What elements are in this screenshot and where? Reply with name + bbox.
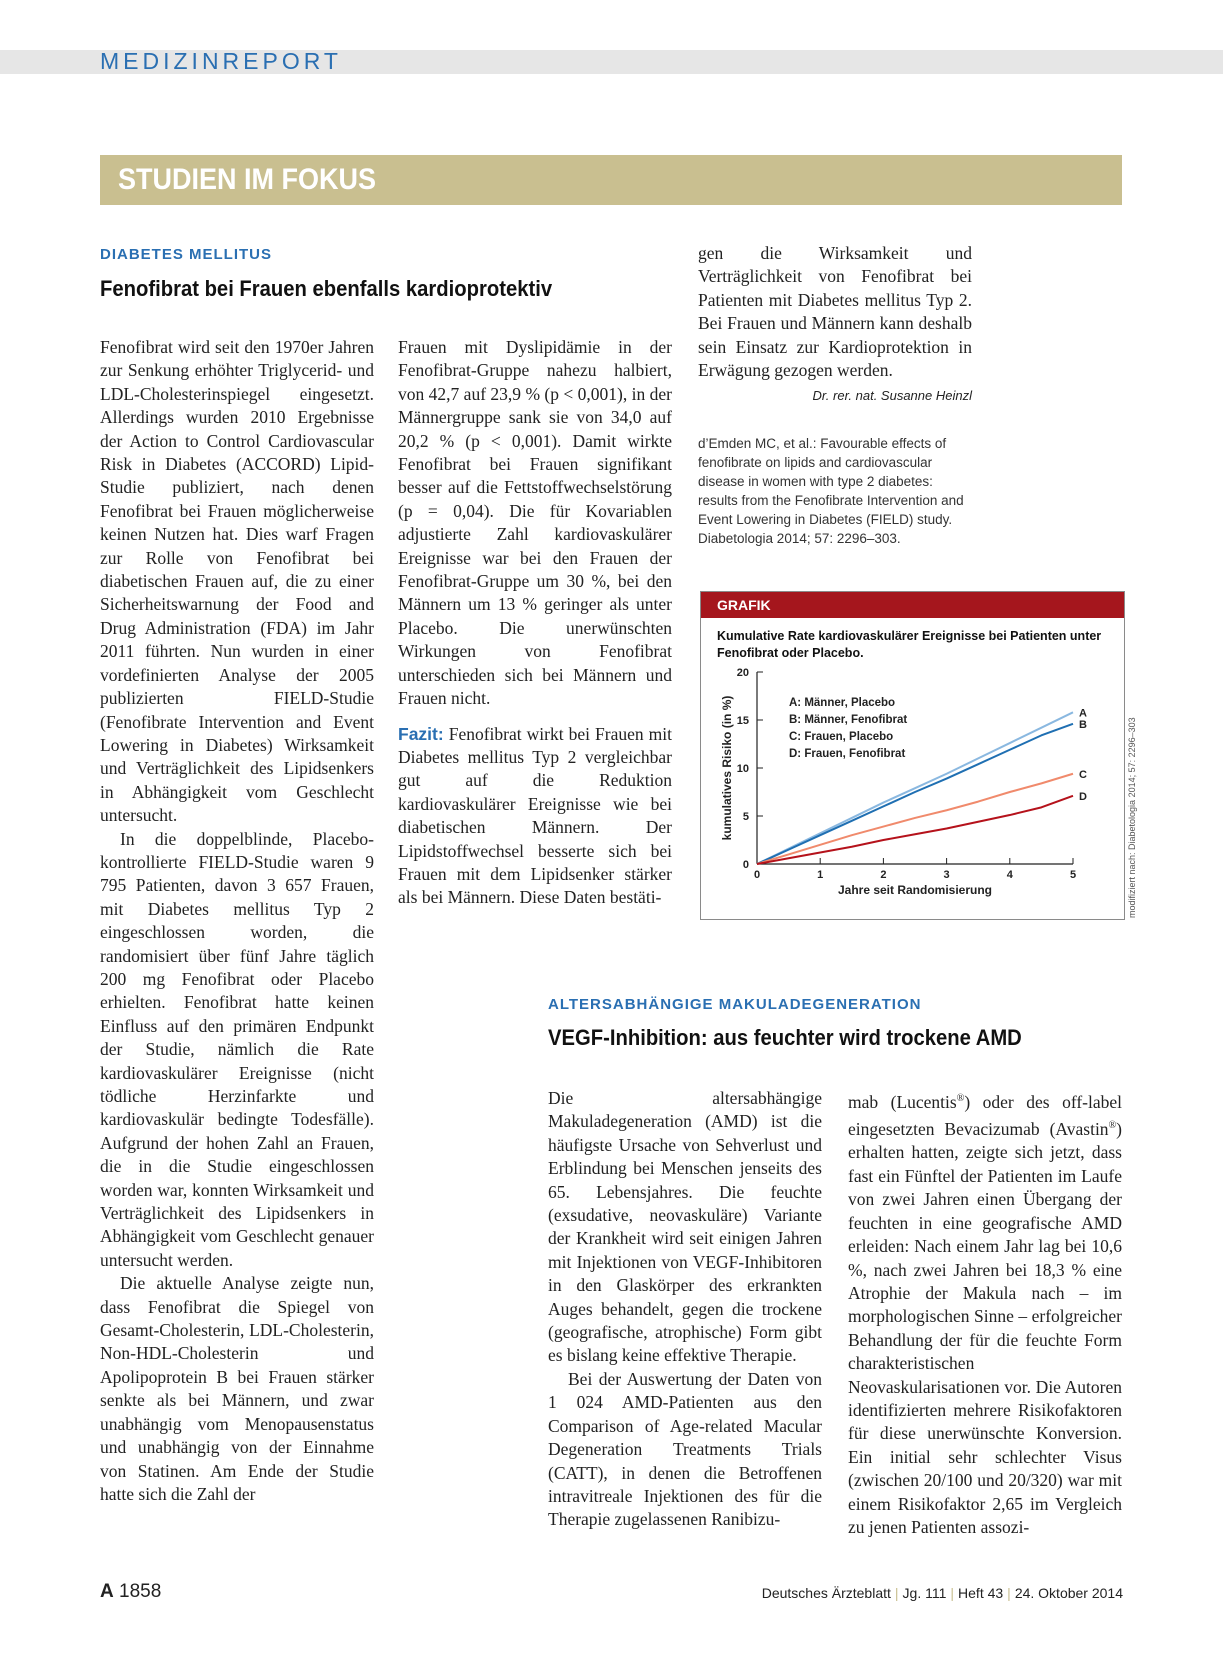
legend-item: D: Frauen, Fenofibrat [789,748,906,760]
text-run: ) erhalten hatten, zeigte sich jetzt, dass fast ein Fünftel der Patienten im Laufe von zwei Jahren einen Übergang der feuchten in eine geografische AMD erleiden: Nach einem Jahr lag bei 10,6 %, nach zwei Jahren bei 18,3 % eine Atrophie der Makula nach – im morphologischen Sinne – erfolgreicher Behandlung der für die feuchte Form charakteristischen Neovaskularisationen vor. Die Autoren identifizierten mehrere Risikofaktoren für diese unerwünschte Konversion. Ein initial sehr schlechter Visus (zwischen 20/100 und 20/320) war mit einem Risikofaktor 2,65 im Vergleich zu jenen Patienten assozi- [848,1119,1122,1537]
y-tick-label: 5 [742,811,749,823]
page-number-value: 1858 [119,1581,162,1602]
article1-column-1 [100,336,374,1506]
line-chart [701,592,1124,919]
series-line-B [757,724,1073,864]
article2-headline: VEGF-Inhibition: aus feuchter wird trockene AMD [548,1025,1022,1050]
fazit-label: Fazit: [398,723,444,744]
x-tick-label: 2 [880,869,887,881]
journal-name: Deutsches Ärzteblatt [761,1585,891,1601]
article1-column-3 [698,242,972,408]
reference: d’Emden MC, et al.: Favourable effects of fenofibrate on lipids and cardiovascular disease in women with type 2 diabetes: results from the Fenofibrate Intervention and Event Lowering in Diabetes (FIELD) study. Diabetologia 2014; 57: 2296–303. [698,436,964,546]
x-tick-label: 1 [817,869,824,881]
paragraph: In die doppelblinde, Placebo-kontrollierte FIELD-Studie waren 9 795 Patienten, davon 3 657 Frauen, mit Diabetes mellitus Typ 2 eingeschlossen worden, die randomisiert über fünf Jahre täglich 200 mg Fenofibrat oder Placebo erhielten. Fenofibrat hatte keinen Einfluss auf den primären Endpunkt der Studie, nämlich die Rate kardiovaskulärer Ereignisse (nicht tödliche Herzinfarkte und kardiovaskulär bedingte Todesfälle). Aufgrund der hohen Zahl an Frauen, die in die Studie eingeschlossen worden war, konnten Wirksamkeit und Verträglichkeit des Lipidsenkers in Abhängigkeit vom Geschlecht genauer untersucht werden. [100,828,374,1270]
fazit-paragraph [398,723,672,910]
chart-figure [700,591,1125,920]
y-axis-label: kumulatives Risiko (in %) [720,695,734,841]
x-tick-label: 3 [943,869,950,881]
article1-kicker: DIABETES MELLITUS [100,246,273,263]
article2-kicker: ALTERSABHÄNGIGE MAKULADEGENERATION [548,996,922,1013]
x-axis-label: Jahre seit Randomisierung [837,883,993,897]
paragraph [848,1087,1122,1539]
journal-info: Deutsches Ärzteblatt | Jg. 111 | Heft 43 | 24. Oktober 2014 [761,1585,1123,1601]
paragraph: Die altersabhängige Makuladegeneration (AMD) ist die häufigste Ursache von Sehverlust und Erblindung bei Menschen jenseits des 65. Lebensjahres. Die feuchte (exsudative, neovaskuläre) Variante der Krankheit wird seit einigen Jahren mit Injektionen von VEGF-Inhibitoren in den Glaskörper des erkrankten Auges behandelt, gegen die trockene (geografische, atrophische) Form gibt es bislang keine effektive Therapie. [548,1088,822,1366]
journal-volume: Jg. 111 [902,1585,947,1601]
article1-headline: Fenofibrat bei Frauen ebenfalls kardioprotektiv [100,276,553,301]
x-tick-label: 0 [753,869,761,881]
page-number [100,1581,161,1603]
y-tick-label: 0 [742,859,749,871]
text-run: mab (Lucentis [848,1091,957,1112]
chart-header-label: GRAFIK [717,597,771,613]
journal-issue: Heft 43 [958,1585,1004,1601]
registered-mark: ® [1108,1120,1117,1132]
registered-mark: ® [956,1093,965,1104]
legend-item: B: Männer, Fenofibrat [789,714,908,726]
series-end-label: B [1079,718,1087,731]
section-banner [100,155,1122,205]
journal-date: 24. Oktober 2014 [1014,1585,1123,1601]
text-run: ) oder des off-label eingesetzten Bevacizumab (Avastin [848,1091,1122,1140]
paragraph: Frauen mit Dyslipidämie in der Fenofibrat-Gruppe nahezu halbiert, von 42,7 auf 23,9 % (p < 0,001), in der Männergruppe sank sie von 34,0 auf 20,2 % (p < 0,001). Damit wirkte Fenofibrat bei Frauen signifikant besser auf die Fettstoffwechselstörung (p = 0,04). Die für Kovariablen adjustierte Zahl kardiovaskulärer Ereignisse war bei den Frauen der Fenofibrat-Gruppe um 30 %, bei den Männern um 13 % geringer als unter Placebo. Die unerwünschten Wirkungen von Fenofibrat unterschieden sich bei Männern und Frauen nicht. [398,337,672,709]
x-tick-label: 4 [1006,869,1013,881]
paragraph: Die aktuelle Analyse zeigte nun, dass Fenofibrat die Spiegel von Gesamt-Cholesterin, LDL-Cholesterin, Non-HDL-Cholesterin und Apolipoprotein B bei Frauen stärker senkte als bei Männern, und zwar unabhängig vom Menopausenstatus und unabhängig von der Einnahme von Statinen. Am Ende der Studie hatte sich die Zahl der [100,1273,374,1504]
section-label: MEDIZINREPORT [100,48,342,74]
paragraph: gen die Wirksamkeit und Verträglichkeit von Fenofibrat bei Patienten mit Diabetes mellitus Typ 2. Bei Frauen und Männern kann deshalb sein Einsatz zur Kardioprotektion in Erwägung gezogen werden. [698,243,972,381]
article2-column-1 [548,1087,822,1532]
paragraph: Fenofibrat wird seit den 1970er Jahren zur Senkung erhöhter Triglycerid- und LDL-Cholesterinspiegel eingesetzt. Allerdings wurden 2010 Ergebnisse der Action to Control Cardiovascular Risk in Diabetes (ACCORD) Lipid-Studie publiziert, nach denen Fenofibrat bei Frauen möglicherweise keinen Nutzen hat. Dies warf Fragen zur Rolle von Fenofibrat bei diabetischen Frauen auf, die zu einer Sicherheitswarnung der Food and Drug Administration (FDA) im Jahr 2011 führten. Nun wurden in einer vordefinierten Analyse der 2005 publizierten FIELD-Studie (Fenofibrate Intervention and Event Lowering in Diabetes) Wirksamkeit und Verträglichkeit des Lipidsenkers in Abhängigkeit vom Geschlecht untersucht. [100,337,374,826]
paragraph: Bei der Auswertung der Daten von 1 024 AMD-Patienten aus den Comparison of Age-related Macular Degeneration Treatments Trials (CATT), in denen die Betroffenen intravitreale Injektionen des für die Therapie zugelassenen Ranibizu- [548,1368,822,1530]
banner-title: STUDIEN IM FOKUS [118,163,377,196]
fazit-text: Fenofibrat wirkt bei Frauen mit Diabetes mellitus Typ 2 vergleichbar gut auf die Reduktion kardiovaskulärer Ereignisse wie bei diabetischen Männern. Der Lipidstoffwechsel besserte sich bei Frauen mit dem Lipidsenker stärker als bei Männern. Diese Daten bestäti- [398,723,672,908]
y-tick-label: 10 [736,763,749,775]
article1-column-2 [398,336,672,910]
y-tick-label: 20 [736,667,749,679]
figure-credit: modifiziert nach: Diabetologia 2014; 57: 2296–303 [1127,717,1137,918]
page-prefix: A [100,1581,114,1602]
series-end-label: C [1079,768,1087,781]
article2-column-2 [848,1087,1122,1539]
legend-item: A: Männer, Placebo [789,697,896,709]
author: Dr. rer. nat. Susanne Heinzl [812,388,972,404]
x-tick-label: 5 [1069,869,1077,881]
series-end-label: D [1079,790,1087,803]
legend-item: C: Frauen, Placebo [789,731,894,743]
y-tick-label: 15 [736,715,749,727]
series-end-label: A [1079,707,1087,720]
series-line-D [757,796,1073,864]
chart-title: Kumulative Rate kardiovaskulärer Ereignisse bei Patienten unter Fenofibrat oder Placebo. [717,629,1102,660]
